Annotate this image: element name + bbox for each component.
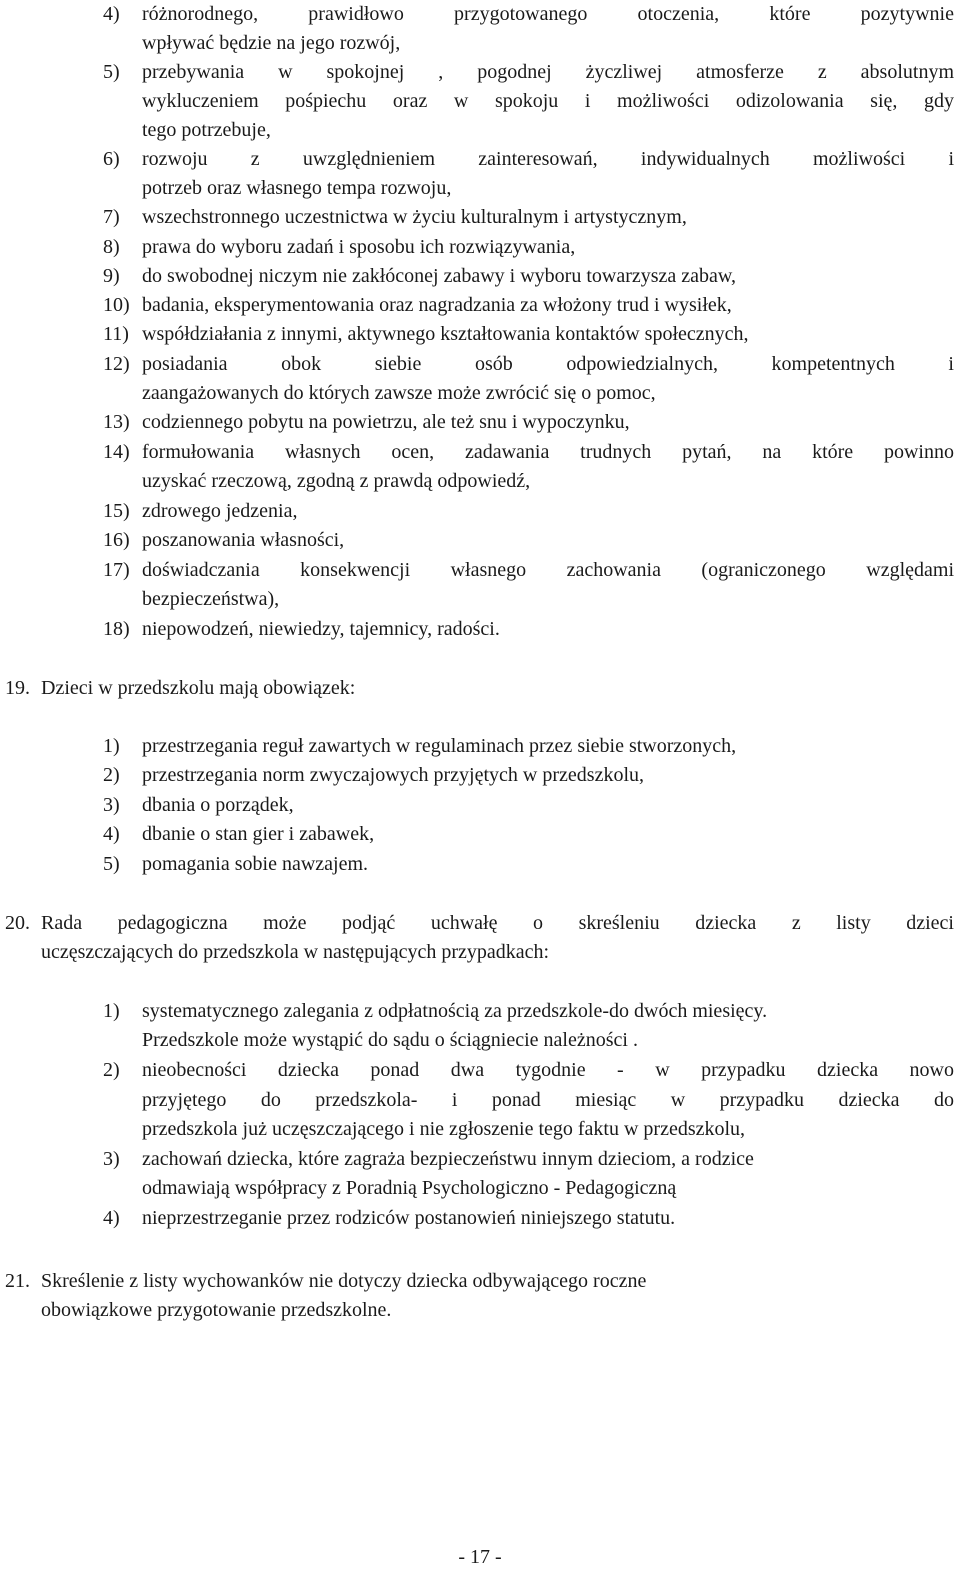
list-item-text: różnorodnego, prawidłowo przygotowanego otoczenia, które pozytywnie xyxy=(142,3,954,25)
list-item-number: 14) xyxy=(103,441,130,463)
list-item-text: uzyskać rzeczową, zgodną z prawdą odpowiedź, xyxy=(142,470,531,492)
list-item-number: 18) xyxy=(103,618,130,640)
list-item-text: zachowań dziecka, które zagraża bezpieczeństwu innym dzieciom, a rodzice xyxy=(142,1148,754,1170)
list-item-text: pomagania sobie nawzajem. xyxy=(142,853,369,875)
list-item-number: 16) xyxy=(103,529,130,551)
list-item-text: nieobecności dziecka ponad dwa tygodnie - w przypadku dziecka nowo xyxy=(142,1059,954,1081)
list-item-text: Przedszkole może wystąpić do sądu o ściągniecie należności . xyxy=(142,1029,638,1051)
list-item-text: prawa do wyboru zadań i sposobu ich rozwiązywania, xyxy=(142,236,576,258)
list-item-number: 6) xyxy=(103,148,120,170)
list-item-text: dbania o porządek, xyxy=(142,794,294,816)
list-item-number: 3) xyxy=(103,1148,120,1170)
list-item-text: przedszkola już uczęszczającego i nie zgłoszenie tego faktu w przedszkolu, xyxy=(142,1118,746,1140)
section-number: 19. xyxy=(5,677,30,699)
section-number: 21. xyxy=(5,1270,30,1292)
list-item-number: 11) xyxy=(103,323,129,345)
list-item-text: przestrzegania norm zwyczajowych przyjętych w przedszkolu, xyxy=(142,764,645,786)
list-item-number: 7) xyxy=(103,206,120,228)
list-item-text: wykluczeniem pośpiechu oraz w spokoju i możliwości odizolowania się, gdy xyxy=(142,90,954,112)
section-text: obowiązkowe przygotowanie przedszkolne. xyxy=(41,1299,392,1321)
list-item-text: doświadczania konsekwencji własnego zachowania (ograniczonego względami xyxy=(142,559,954,581)
list-item-text: do swobodnej niczym nie zakłóconej zabawy i wyboru towarzysza zabaw, xyxy=(142,265,737,287)
list-item-number: 2) xyxy=(103,764,120,786)
list-item-text: poszanowania własności, xyxy=(142,529,345,551)
page-number: - 17 - xyxy=(458,1546,502,1568)
list-item-text: tego potrzebuje, xyxy=(142,119,271,141)
list-item-text: badania, eksperymentowania oraz nagradzania za włożony trud i wysiłek, xyxy=(142,294,732,316)
list-item-text: potrzeb oraz własnego tempa rozwoju, xyxy=(142,177,452,199)
list-item-text: niepowodzeń, niewiedzy, tajemnicy, radości. xyxy=(142,618,500,640)
section-number: 20. xyxy=(5,912,30,934)
list-item-text: rozwoju z uwzględnieniem zainteresowań, indywidualnych możliwości i xyxy=(142,148,954,170)
list-item-text: formułowania własnych ocen, zadawania trudnych pytań, na które powinno xyxy=(142,441,954,463)
section-heading: Rada pedagogiczna może podjąć uchwałę o skreśleniu dziecka z listy dzieci xyxy=(41,912,954,934)
list-item-number: 4) xyxy=(103,823,120,845)
list-item-text: przyjętego do przedszkola- i ponad miesiąc w przypadku dziecka do xyxy=(142,1089,954,1111)
list-item-text: posiadania obok siebie osób odpowiedzialnych, kompetentnych i xyxy=(142,353,954,375)
list-item-number: 15) xyxy=(103,500,130,522)
list-item-number: 4) xyxy=(103,1207,120,1229)
list-item-text: nieprzestrzeganie przez rodziców postanowień niniejszego statutu. xyxy=(142,1207,676,1229)
list-item-text: bezpieczeństwa), xyxy=(142,588,280,610)
list-item-number: 1) xyxy=(103,735,120,757)
list-item-number: 8) xyxy=(103,236,120,258)
list-item-text: przebywania w spokojnej , pogodnej życzliwej atmosferze z absolutnym xyxy=(142,61,954,83)
list-item-text: wpływać będzie na jego rozwój, xyxy=(142,32,401,54)
list-item-number: 5) xyxy=(103,853,120,875)
list-item-text: zaangażowanych do których zawsze może zwrócić się o pomoc, xyxy=(142,382,656,404)
list-item-number: 13) xyxy=(103,411,130,433)
list-item-text: codziennego pobytu na powietrzu, ale też snu i wypoczynku, xyxy=(142,411,630,433)
list-item-text: przestrzegania reguł zawartych w regulaminach przez siebie stworzonych, xyxy=(142,735,737,757)
list-item-number: 2) xyxy=(103,1059,120,1081)
list-item-number: 10) xyxy=(103,294,130,316)
list-item-number: 9) xyxy=(103,265,120,287)
list-item-number: 3) xyxy=(103,794,120,816)
list-item-text: systematycznego zalegania z odpłatnością za przedszkole-do dwóch miesięcy. xyxy=(142,1000,768,1022)
section-heading: uczęszczających do przedszkola w następujących przypadkach: xyxy=(41,941,550,963)
list-item-number: 17) xyxy=(103,559,130,581)
list-item-text: odmawiają współpracy z Poradnią Psychologiczno - Pedagogiczną xyxy=(142,1177,677,1199)
list-item-number: 12) xyxy=(103,353,130,375)
list-item-text: wszechstronnego uczestnictwa w życiu kulturalnym i artystycznym, xyxy=(142,206,687,228)
section-heading: Dzieci w przedszkolu mają obowiązek: xyxy=(41,677,356,699)
list-item-number: 1) xyxy=(103,1000,120,1022)
section-text: Skreślenie z listy wychowanków nie dotyczy dziecka odbywającego roczne xyxy=(41,1270,647,1292)
list-item-text: współdziałania z innymi, aktywnego kształtowania kontaktów społecznych, xyxy=(142,323,749,345)
list-item-text: dbanie o stan gier i zabawek, xyxy=(142,823,375,845)
list-item-number: 4) xyxy=(103,3,120,25)
list-item-text: zdrowego jedzenia, xyxy=(142,500,298,522)
list-item-number: 5) xyxy=(103,61,120,83)
